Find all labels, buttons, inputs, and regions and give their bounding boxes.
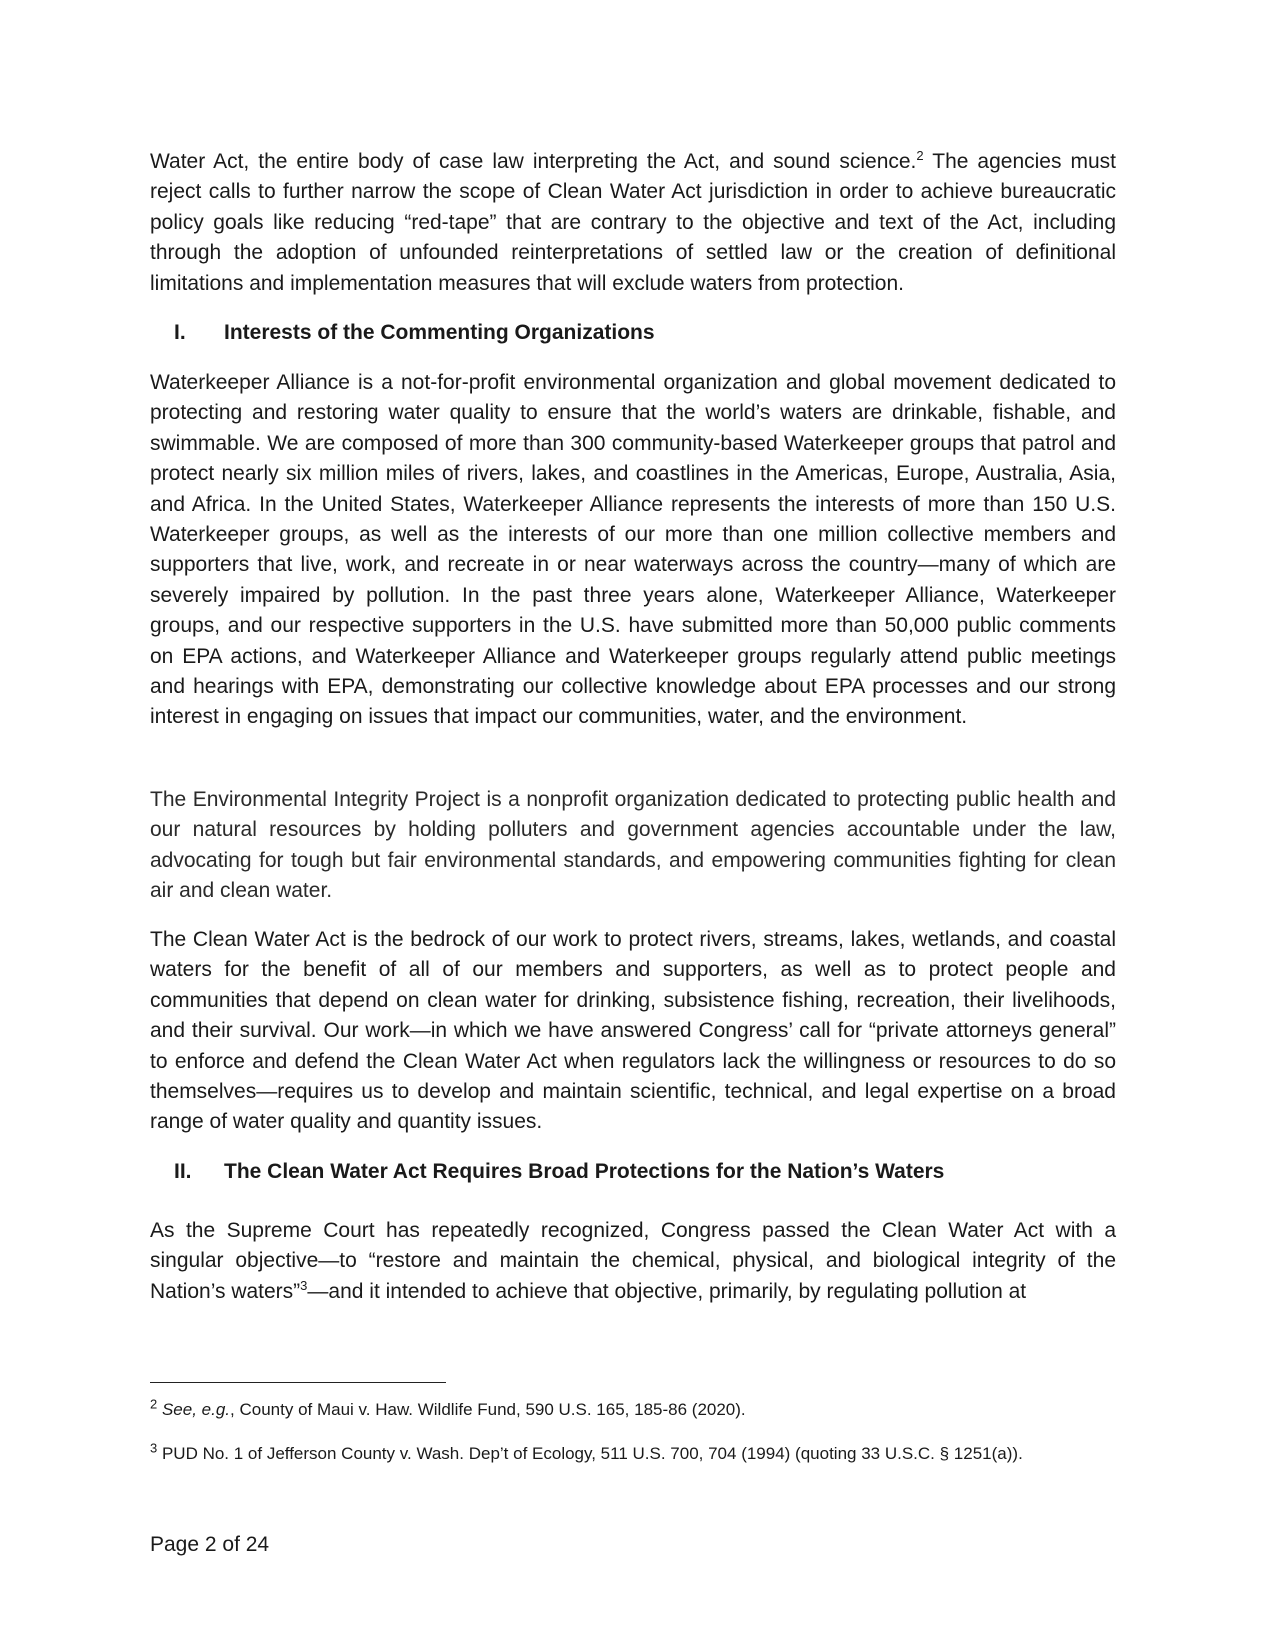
section-heading-interests: [150, 318, 1116, 348]
footnote-text: PUD No. 1 of Jefferson County v. Wash. Dep’t of Ecology, 511 U.S. 700, 704 (1994) (quoting 33 U.S.C. § 1251(a)).: [157, 1444, 1023, 1463]
paragraph-environmental-integrity-project: The Environmental Integrity Project is a nonprofit organization dedicated to protecting public health and our natural resources by holding polluters and government agencies accountable under the law, advocating for tough but fair environmental standards, and empowering communities fighting for clean air and clean water.: [150, 788, 1116, 903]
footnote-signal: See, e.g.: [161, 1400, 231, 1419]
paragraph-text: —and it intended to achieve that objective, primarily, by regulating pollution at: [307, 1279, 1027, 1303]
footnote-reference-2[interactable]: 2: [916, 148, 924, 163]
footnote-reference-3[interactable]: 3: [300, 1277, 308, 1293]
footnote-2: [150, 1398, 1130, 1422]
section-title: The Clean Water Act Requires Broad Protections for the Nation’s Waters: [224, 1160, 945, 1183]
paragraph-text: Water Act, the entire body of case law interpreting the Act, and sound science.: [150, 150, 917, 173]
footnote-marker: 3: [150, 1440, 158, 1456]
paragraph-waterkeeper-alliance: Waterkeeper Alliance is a not-for-profit environmental organization and global movement dedicated to protecting and restoring water quality to ensure that the world’s waters are drinkable, fishable, and swimmable. We are composed of more than 300 community-based Waterkeeper groups that patrol and protect nearly six million miles of rivers, lakes, and coastlines in the Americas, Europe, Australia, Asia, and Africa. In the United States, Waterkeeper Alliance represents the interests of more than 150 U.S. Waterkeeper groups, as well as the interests of our more than one million collective members and supporters that live, work, and recreate in or near waterways across the country—many of which are severely impaired by pollution. In the past three years alone, Waterkeeper Alliance, Waterkeeper groups, and our respective supporters in the U.S. have submitted more than 50,000 public comments on EPA actions, and Waterkeeper Alliance and Waterkeeper groups regularly attend public meetings and hearings with EPA, demonstrating our collective knowledge about EPA processes and our strong interest in engaging on issues that impact our communities, water, and the environment.: [150, 371, 1116, 729]
section-number: II.: [174, 1160, 192, 1183]
footnote-marker: 2: [150, 1396, 158, 1412]
footnote-3: [150, 1442, 1130, 1466]
section-title: Interests of the Commenting Organizations: [224, 321, 655, 344]
footnote-separator: [150, 1382, 446, 1383]
paragraph-supreme-court: [150, 1216, 1116, 1307]
section-heading-broad-protections: [150, 1157, 1116, 1187]
footnote-text: , County of Maui v. Haw. Wildlife Fund, 590 U.S. 165, 185-86 (2020).: [230, 1400, 746, 1419]
paragraph-text: As the Supreme Court has repeatedly recognized, Congress passed the Clean Water Act with a singular objective—to “restore and maintain the chemical, physical, and biological integrity of the Nation’s waters”: [150, 1219, 1116, 1303]
paragraph-intro-continuation: [150, 147, 1116, 299]
paragraph-clean-water-act-bedrock: The Clean Water Act is the bedrock of our work to protect rivers, streams, lakes, wetlands, and coastal waters for the benefit of all of our members and supporters, as well as to protect people and communities that depend on clean water for drinking, subsistence fishing, recreation, their livelihoods, and their survival. Our work—in which we have answered Congress’ call for “private attorneys general” to enforce and defend the Clean Water Act when regulators lack the willingness or resources to do so themselves—requires us to develop and maintain scientific, technical, and legal expertise on a broad range of water quality and quantity issues.: [150, 928, 1116, 1134]
paragraph-text: The agencies must reject calls to further narrow the scope of Clean Water Act jurisdiction in order to achieve bureaucratic policy goals like reducing “red-tape” that are contrary to the objective and text of the Act, including through the adoption of unfounded reinterpretations of settled law or the creation of definitional limitations and implementation measures that will exclude waters from protection.: [150, 150, 1116, 295]
section-number: I.: [174, 321, 186, 344]
page-number: Page 2 of 24: [150, 1533, 270, 1556]
